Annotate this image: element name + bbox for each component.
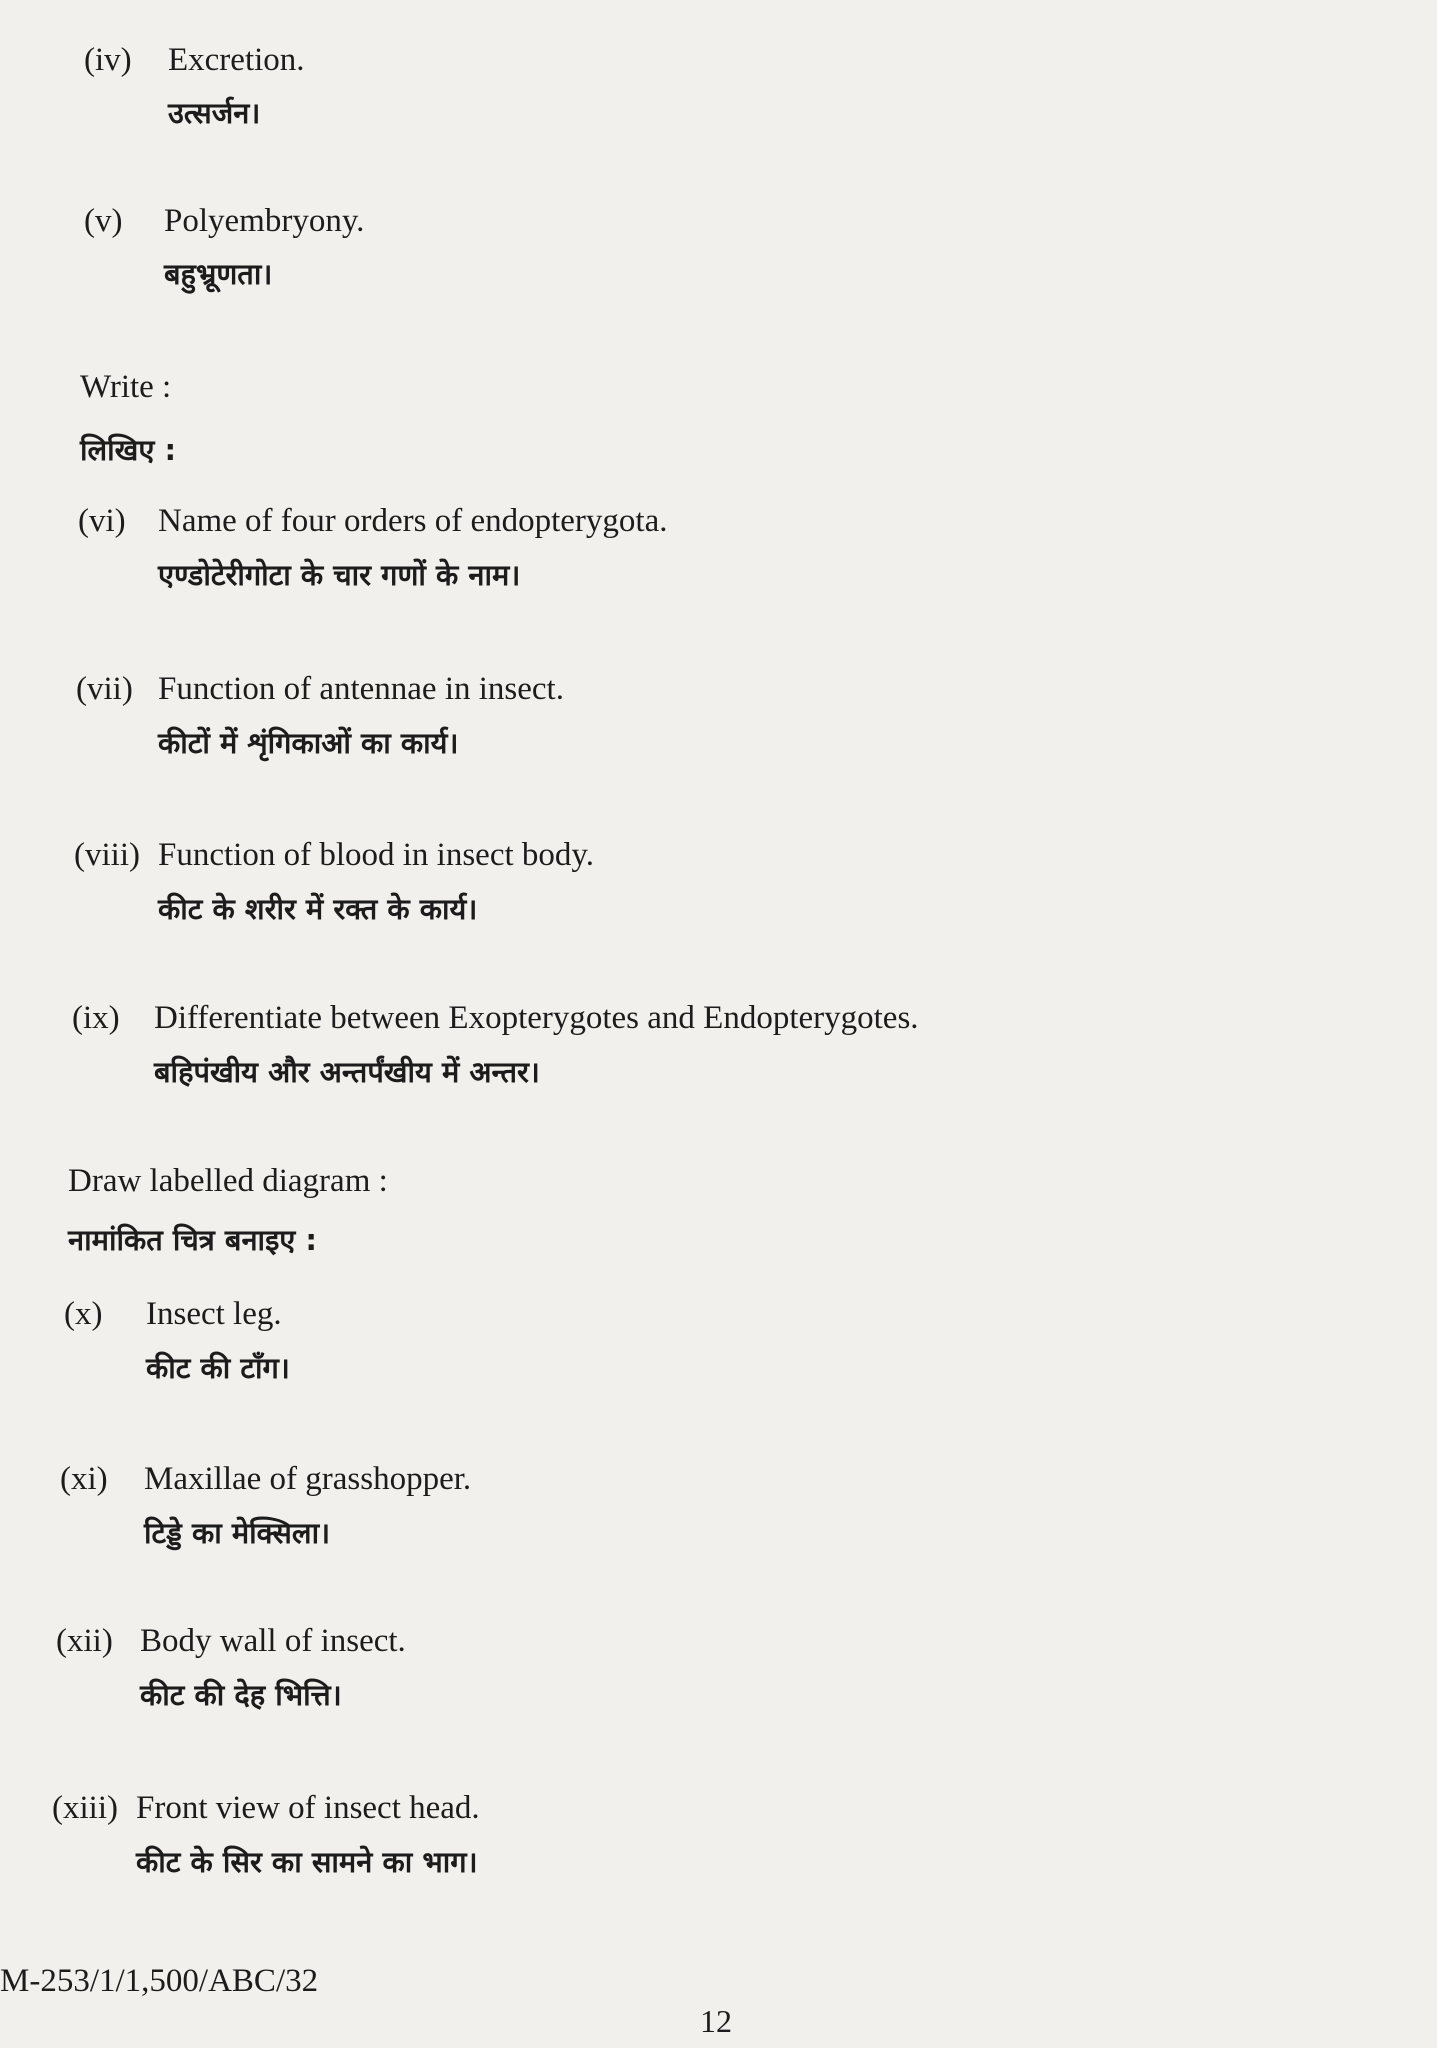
question-number: (xii) bbox=[56, 1623, 113, 1659]
question-text-en: Function of blood in insect body. bbox=[158, 837, 594, 873]
question-number: (vii) bbox=[76, 671, 133, 707]
question-number: (ix) bbox=[72, 1000, 120, 1036]
question-text-en: Excretion. bbox=[168, 42, 305, 78]
page-number: 12 bbox=[700, 2003, 732, 2039]
paper-code: M-253/1/1,500/ABC/32 bbox=[0, 1963, 319, 1999]
question-number: (vi) bbox=[78, 503, 126, 539]
question-text-hi: उत्सर्जन। bbox=[168, 96, 261, 130]
question-text-hi: बहिपंखीय और अन्तर्पंखीय में अन्तर। bbox=[154, 1055, 540, 1089]
question-text-hi: कीट की देह भित्ति। bbox=[140, 1678, 342, 1712]
question-number: (xiii) bbox=[52, 1790, 118, 1826]
question-text-en: Body wall of insect. bbox=[140, 1623, 406, 1659]
question-text-en: Name of four orders of endopterygota. bbox=[158, 503, 668, 539]
question-number: (viii) bbox=[74, 837, 140, 873]
heading-draw-en: Draw labelled diagram : bbox=[68, 1163, 388, 1199]
question-text-hi: बहुभ्रूणता। bbox=[164, 257, 273, 291]
question-text-en: Differentiate between Exopterygotes and Endopterygotes. bbox=[154, 1000, 919, 1036]
question-text-en: Function of antennae in insect. bbox=[158, 671, 564, 707]
question-text-hi: एण्डोटेरीगोटा के चार गणों के नाम। bbox=[158, 558, 521, 592]
question-text-en: Insect leg. bbox=[146, 1296, 282, 1332]
question-number: (iv) bbox=[84, 42, 132, 78]
question-text-hi: टिड्डे का मेक्सिला। bbox=[144, 1516, 331, 1550]
heading-draw-hi: नामांकित चित्र बनाइए : bbox=[68, 1223, 318, 1257]
question-text-hi: कीटों में शृंगिकाओं का कार्य। bbox=[158, 726, 459, 760]
question-text-en: Front view of insect head. bbox=[136, 1790, 480, 1826]
question-text-hi: कीट के शरीर में रक्त के कार्य। bbox=[158, 892, 478, 926]
question-text-en: Maxillae of grasshopper. bbox=[144, 1461, 472, 1497]
question-number: (xi) bbox=[60, 1461, 108, 1497]
question-text-en: Polyembryony. bbox=[164, 203, 365, 239]
question-number: (x) bbox=[64, 1296, 103, 1332]
question-text-hi: कीट की टाँग। bbox=[146, 1351, 290, 1385]
heading-write-en: Write : bbox=[80, 369, 172, 405]
question-number: (v) bbox=[84, 203, 123, 239]
heading-write-hi: लिखिए : bbox=[80, 433, 177, 467]
question-text-hi: कीट के सिर का सामने का भाग। bbox=[136, 1845, 478, 1879]
